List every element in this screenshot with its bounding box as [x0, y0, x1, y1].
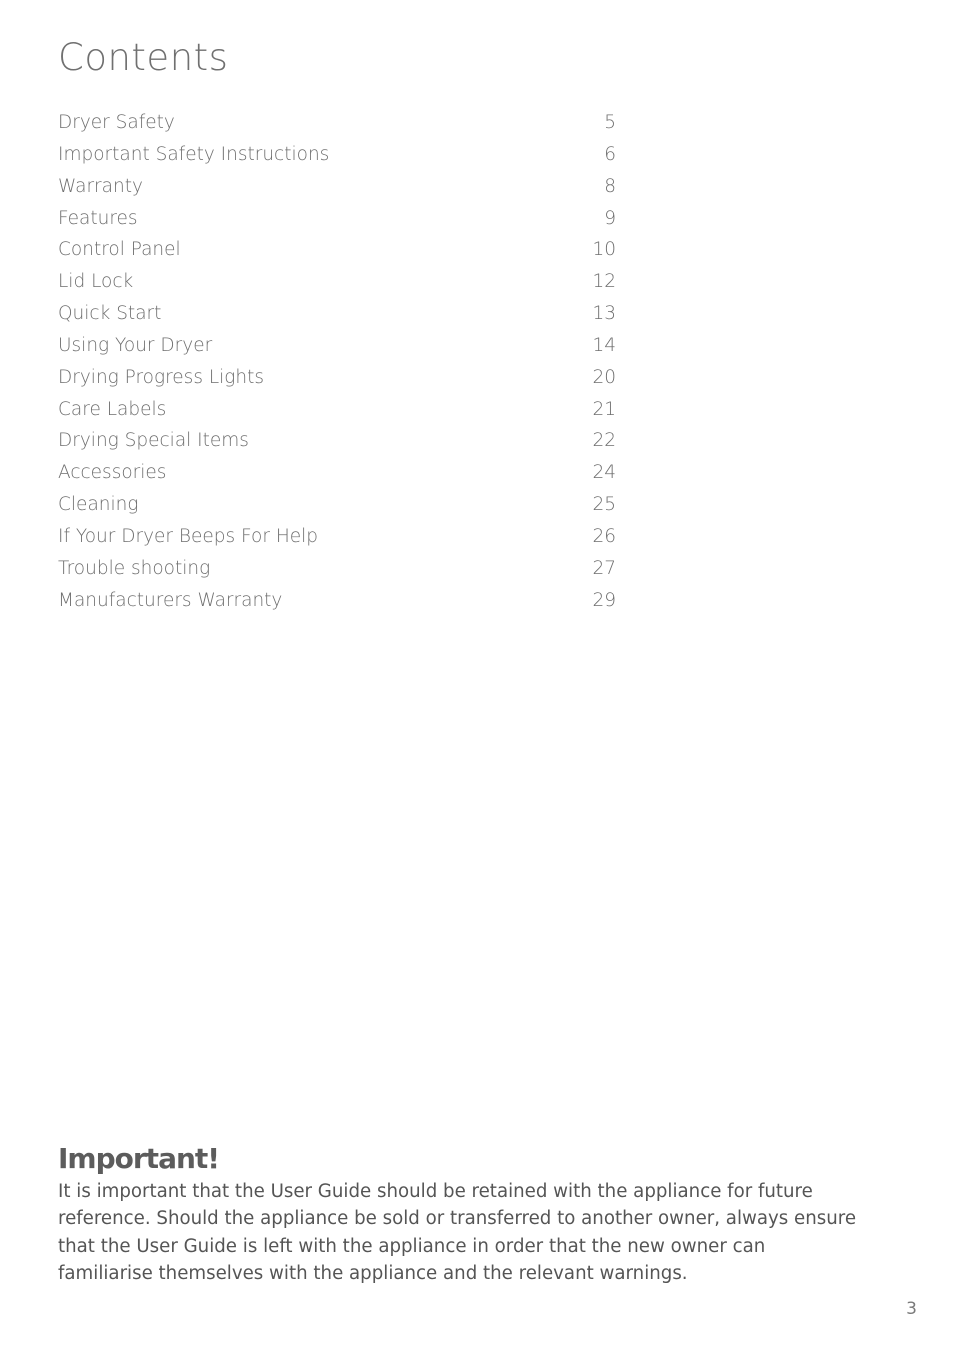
toc-entry[interactable] [58, 585, 616, 617]
toc-entry-page: 20 [592, 366, 616, 388]
toc-entry-label: If Your Dryer Beeps For Help [58, 525, 318, 547]
toc-entry-page: 29 [592, 589, 616, 611]
toc-entry[interactable] [58, 362, 616, 394]
page-number: 3 [906, 1299, 917, 1319]
important-heading: Important! [58, 1142, 220, 1175]
toc-entry-page: 24 [592, 462, 616, 484]
toc-entry-label: Control Panel [58, 239, 181, 261]
toc-entry[interactable] [58, 521, 616, 553]
toc-entry-page: 21 [592, 398, 616, 420]
important-notice [58, 1140, 858, 1287]
toc-entry[interactable] [58, 107, 616, 139]
toc-entry-label: Cleaning [58, 494, 139, 516]
toc-entry-page: 13 [592, 303, 616, 325]
toc-entry-label: Accessories [58, 462, 167, 484]
toc-entry-page: 27 [592, 557, 616, 579]
toc-entry-label: Lid Lock [58, 271, 134, 293]
toc-entry-label: Features [58, 207, 138, 229]
toc-entry-page: 8 [604, 175, 616, 197]
toc-entry[interactable] [58, 234, 616, 266]
toc-entry-page: 9 [604, 207, 616, 229]
toc-entry-page: 10 [592, 239, 616, 261]
toc-entry[interactable] [58, 457, 616, 489]
toc-entry-label: Quick Start [58, 303, 162, 325]
toc-entry-page: 6 [604, 143, 616, 165]
toc-entry-label: Manufacturers Warranty [58, 589, 283, 611]
toc-entry-label: Drying Special Items [58, 430, 249, 452]
toc-entry[interactable] [58, 139, 616, 171]
toc-entry-label: Care Labels [58, 398, 167, 420]
toc-entry-page: 5 [604, 112, 616, 133]
toc-entry[interactable] [58, 266, 616, 298]
toc-entry-page: 12 [592, 271, 616, 293]
toc-entry-page: 25 [592, 494, 616, 516]
toc-entry-label: Dryer Safety [58, 112, 175, 133]
toc-entry[interactable] [58, 171, 616, 203]
table-of-contents [58, 107, 616, 617]
toc-entry-page: 26 [592, 525, 616, 547]
toc-entry[interactable] [58, 489, 616, 521]
toc-entry-label: Important Safety Instructions [58, 143, 330, 165]
toc-entry[interactable] [58, 330, 616, 362]
toc-entry-page: 22 [592, 430, 616, 452]
page-title: Contents [58, 36, 229, 79]
toc-entry[interactable] [58, 298, 616, 330]
toc-entry-page: 14 [592, 334, 616, 356]
toc-entry-label: Using Your Dryer [58, 334, 213, 356]
toc-entry-label: Trouble shooting [58, 557, 211, 579]
toc-entry-label: Drying Progress Lights [58, 366, 265, 388]
toc-entry[interactable] [58, 553, 616, 585]
important-body: It is important that the User Guide should be retained with the appliance for future reference. Should the appliance be sold or transferred to another owner, always ensure that the User Guide is left with the appliance in order that the new owner can familiarise themselves with the appliance and the relevant warnings. [58, 1181, 857, 1284]
toc-entry-label: Warranty [58, 175, 143, 197]
toc-entry[interactable] [58, 203, 616, 235]
toc-entry[interactable] [58, 394, 616, 426]
toc-entry[interactable] [58, 425, 616, 457]
